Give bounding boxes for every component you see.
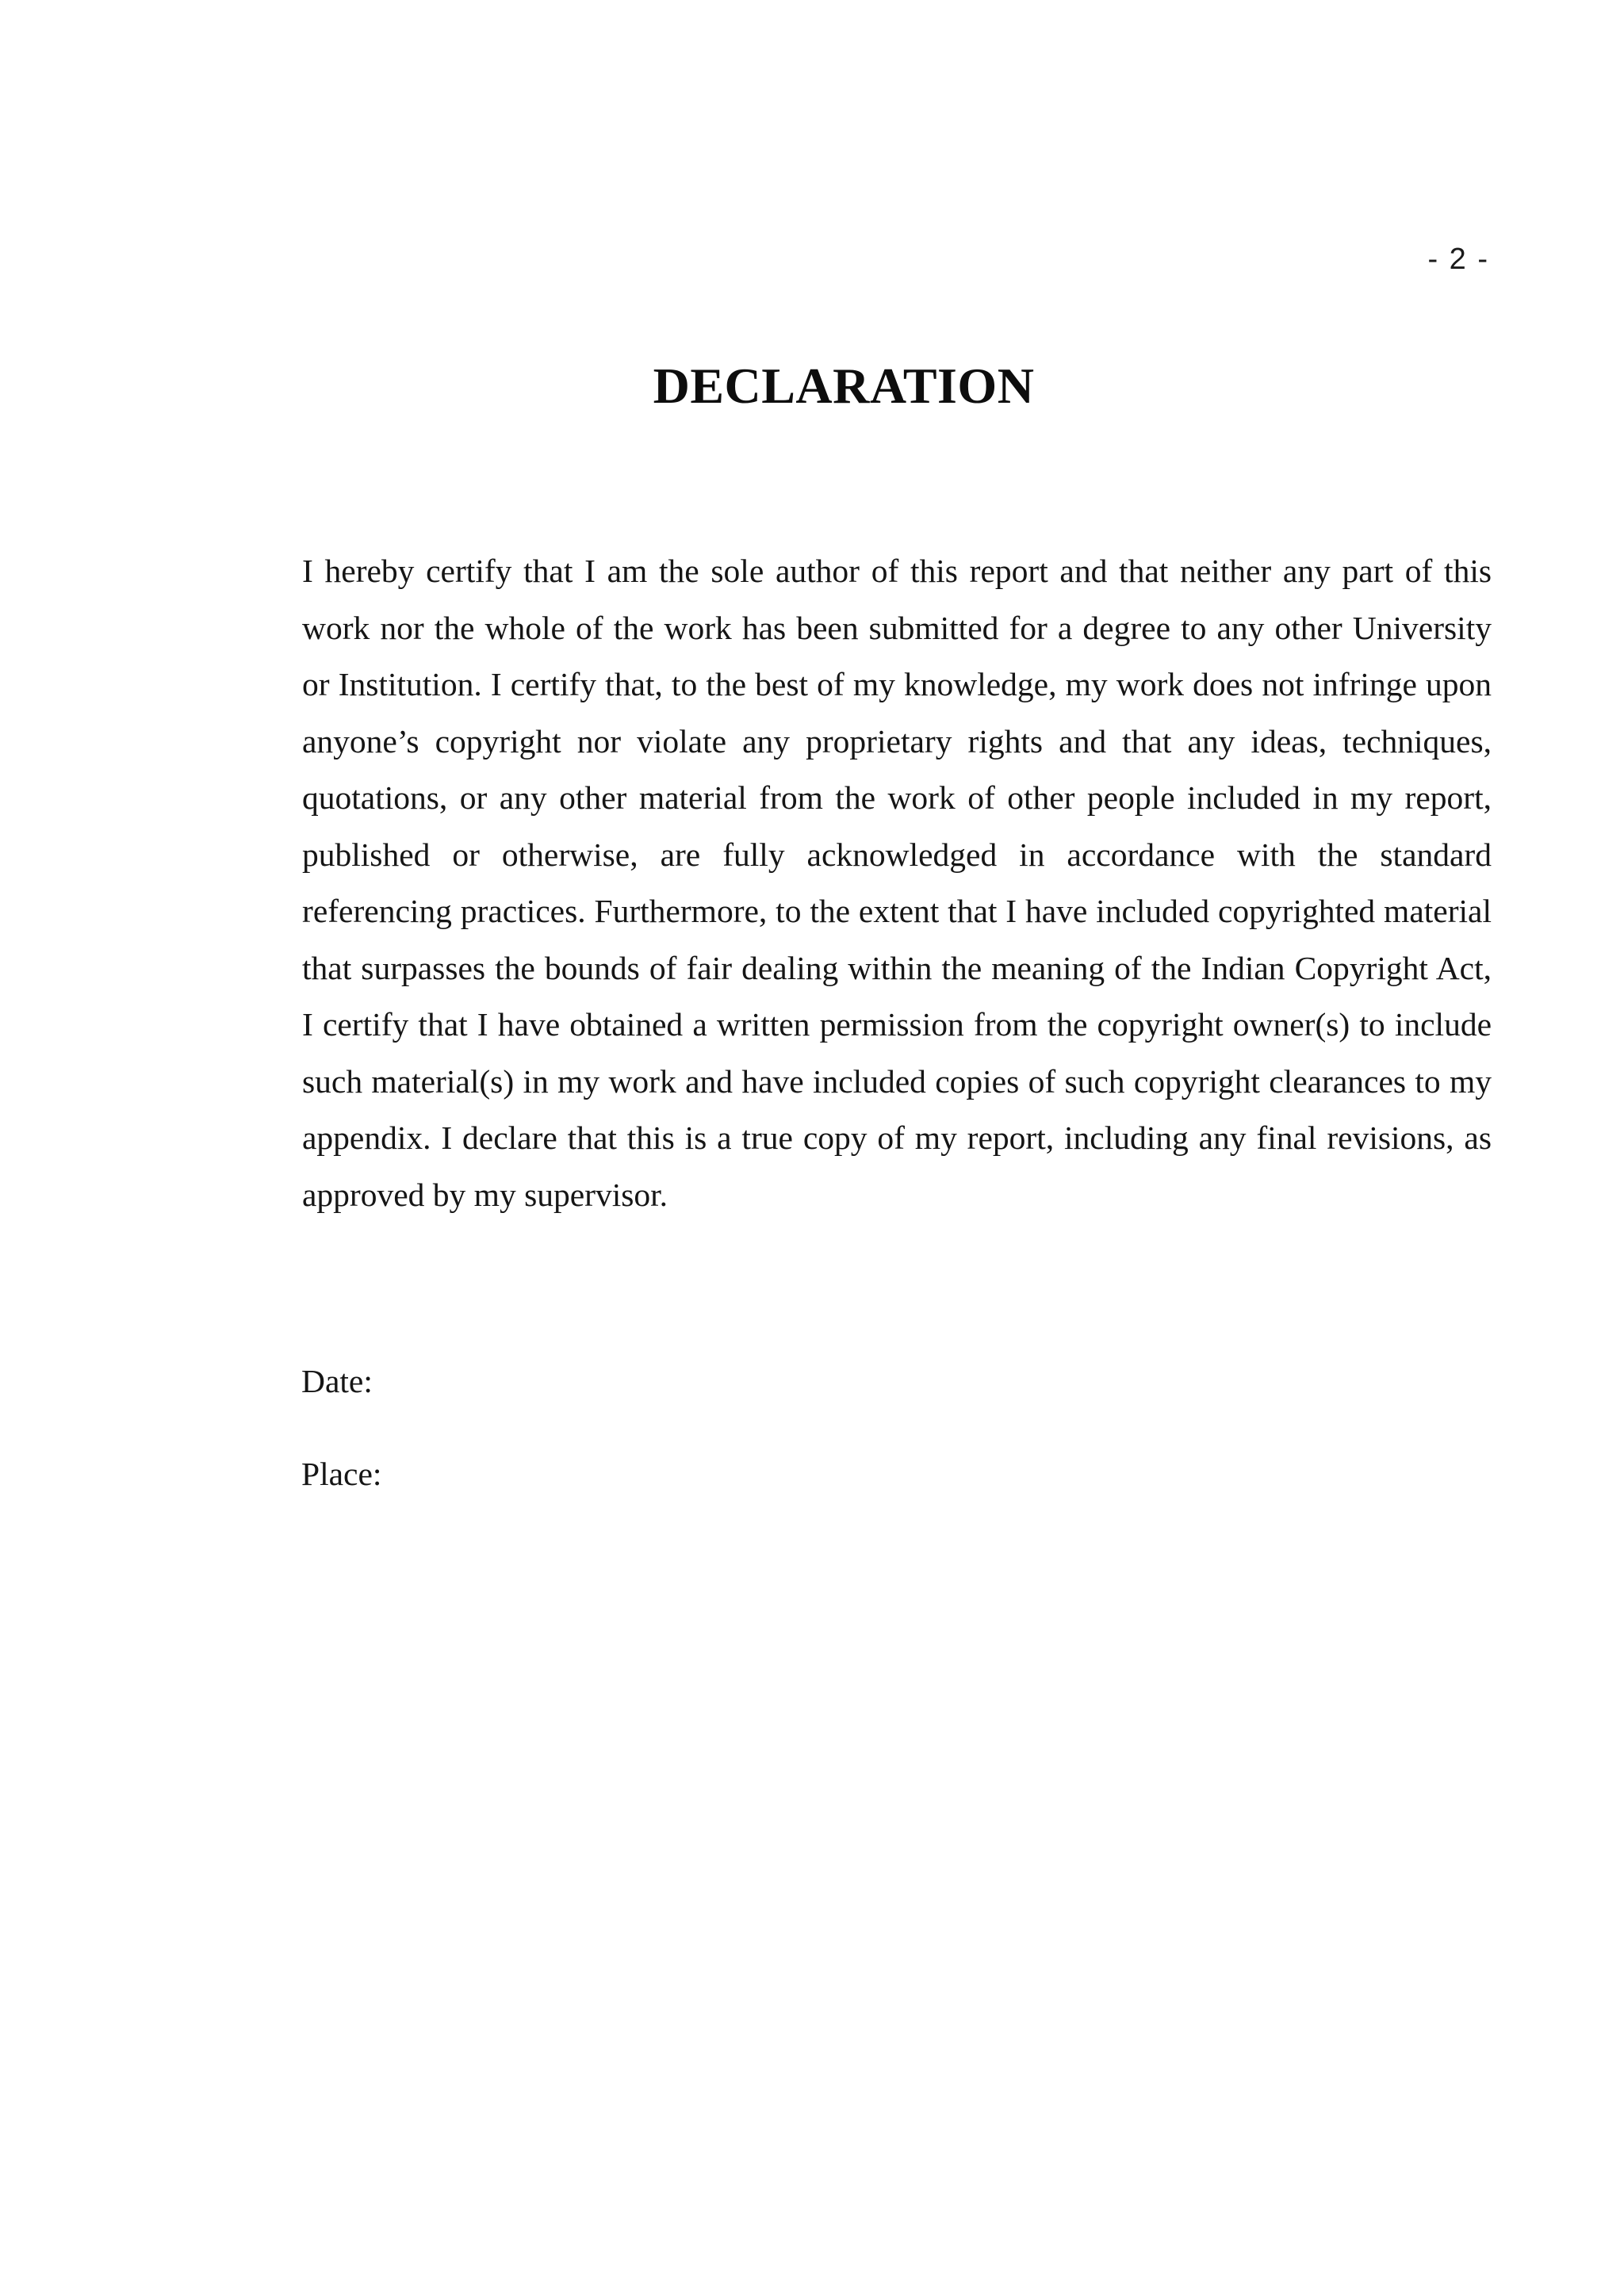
page-number: - 2 -	[1427, 243, 1489, 276]
declaration-paragraph: I hereby certify that I am the sole author of this report and that neither any part of this work nor the whole of the work has been submitted for a degree to any other University or Institution. I certify that, to the best of my knowledge, my work does not infringe upon anyone’s copyright nor violate any proprietary rights and that any ideas, techniques, quotations, or any other material from the work of other people included in my report, published or otherwise, are fully acknowledged in accordance with the standard referencing practices. Furthermore, to the extent that I have included copyrighted material that surpasses the bounds of fair dealing within the meaning of the Indian Copyright Act, I certify that I have obtained a written permission from the copyright owner(s) to include such material(s) in my work and have included copies of such copyright clearances to my appendix. I declare that this is a true copy of my report, including any final revisions, as approved by my supervisor.	[302, 553, 1492, 1213]
date-label: Date:	[301, 1363, 373, 1399]
page-title: DECLARATION	[653, 358, 1035, 414]
place-label: Place:	[301, 1456, 382, 1492]
